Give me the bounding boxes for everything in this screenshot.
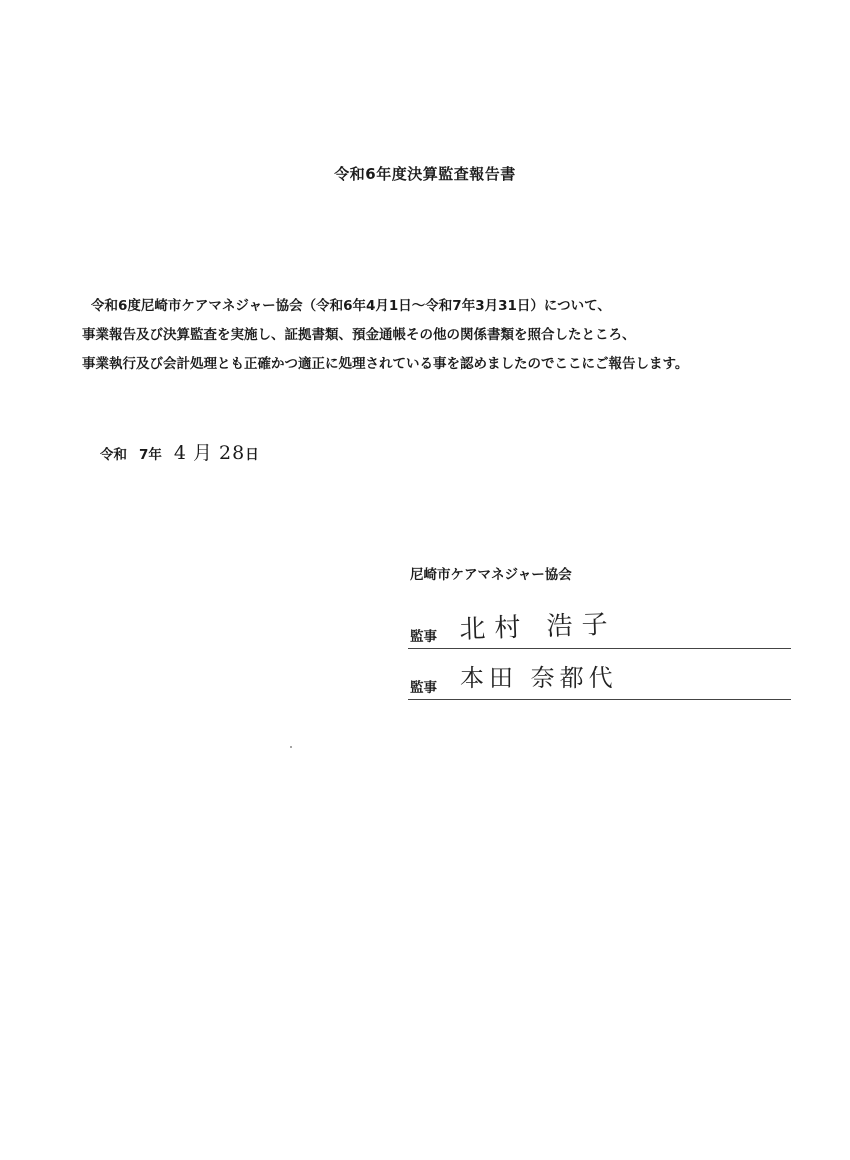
report-date: [100, 438, 259, 465]
signature-line-2: [408, 663, 791, 700]
body-line-1: 令和6度尼崎市ケアマネジャー協会（令和6年4月1日～令和7年3月31日）について、: [91, 298, 611, 314]
date-day: 28: [219, 442, 246, 464]
date-year-unit: 年: [148, 447, 162, 463]
signatory-label: 監事: [410, 629, 437, 645]
handwritten-signature: 北村 浩子: [458, 609, 618, 646]
date-era: 令和: [100, 447, 127, 463]
scan-speck: [290, 746, 292, 748]
body-line-3: 事業執行及び会計処理とも正確かつ適正に処理されている事を認めましたのでここにご報告します。: [82, 356, 689, 372]
organization-name: 尼崎市ケアマネジャー協会: [410, 567, 572, 583]
date-month: 4: [173, 442, 187, 464]
signatory-label: 監事: [410, 680, 437, 696]
date-day-unit: 日: [245, 447, 259, 463]
handwritten-signature: 本田 奈都代: [460, 664, 618, 692]
document-title: 令和6年度決算監査報告書: [334, 165, 516, 183]
signature-line-1: [408, 609, 791, 649]
report-body: [82, 292, 782, 379]
body-line-2: 事業報告及び決算監査を実施し、証拠書類、預金通帳その他の関係書類を照合したところ、: [82, 327, 636, 343]
date-year: 7: [139, 447, 149, 463]
date-month-unit: 月: [193, 442, 214, 464]
